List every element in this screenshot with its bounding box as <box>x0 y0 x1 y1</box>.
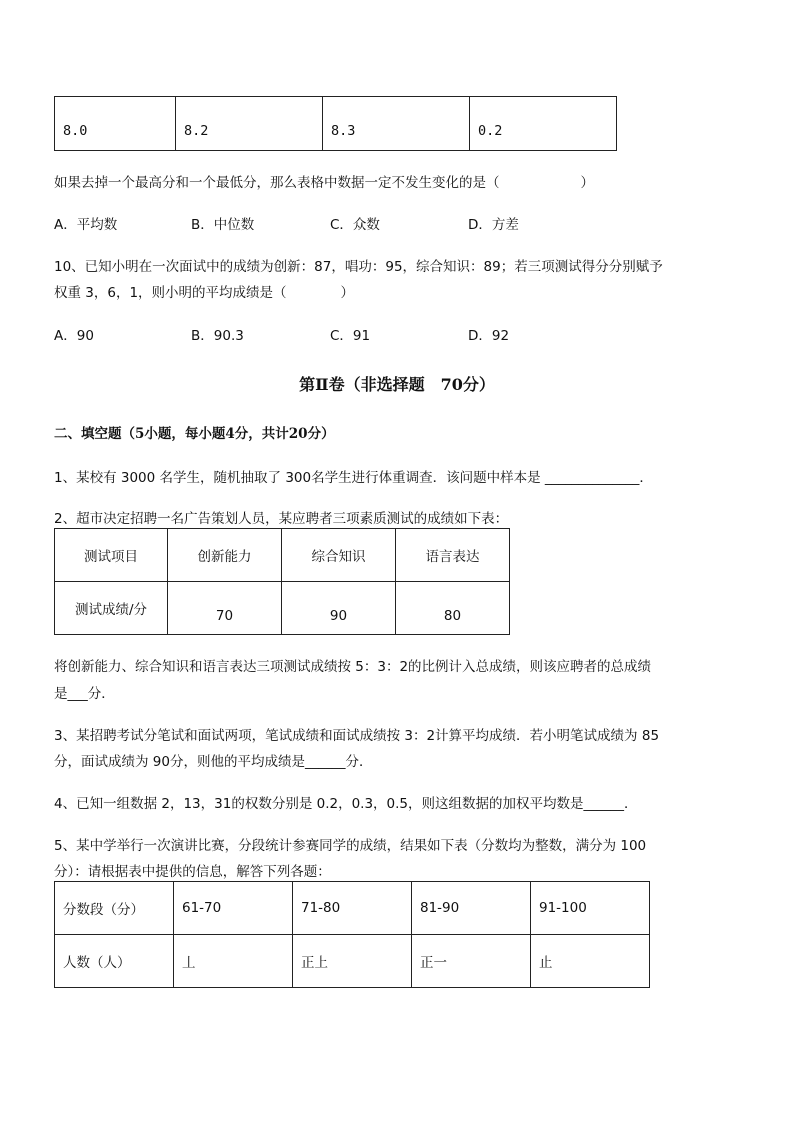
table-cell: 止 <box>531 935 650 988</box>
table-header-cell: 91-100 <box>531 882 650 935</box>
part2-title: 第Ⅱ卷（非选择题 70分） <box>299 375 495 394</box>
table-cell: 测试成绩/分 <box>55 582 168 635</box>
fill-q5-line2: 分）：请根据表中提供的信息，解答下列各题： <box>54 864 331 880</box>
fill-q2-stem: 2、超市决定招聘一名广告策划人员，某应聘者三项素质测试的成绩如下表： <box>54 511 509 527</box>
table-header-cell: 创新能力 <box>168 529 282 582</box>
table-cell: 正上 <box>293 935 412 988</box>
fill-q3-line1: 3、某招聘考试分笔试和面试两项，笔试成绩和面试成绩按 3：2计算平均成绩．若小明笔试成绩为 85 <box>54 728 660 744</box>
q9-option-a: A．平均数 <box>54 217 118 233</box>
q5-score-table <box>54 881 650 988</box>
q9-option-b: B．中位数 <box>191 217 255 233</box>
table-cell: 80 <box>396 582 510 635</box>
q10-stem-line1: 10、已知小明在一次面试中的成绩为创新：87，唱功：95，综合知识：89；若三项测试得分分别赋予 <box>54 259 663 275</box>
table-cell: 8.2 <box>176 97 323 151</box>
table-header-cell: 语言表达 <box>396 529 510 582</box>
q10-option-c: C．91 <box>330 328 371 344</box>
table-header-cell: 分数段（分） <box>55 882 174 935</box>
table-header-cell: 综合知识 <box>282 529 396 582</box>
table-cell: 90 <box>282 582 396 635</box>
q10-option-b: B．90.3 <box>191 328 244 344</box>
table-cell: 8.0 <box>55 97 176 151</box>
fill-q5-line1: 5、某中学举行一次演讲比赛，分段统计参赛同学的成绩，结果如下表（分数均为整数，满分为 100 <box>54 838 647 854</box>
q10-option-d: D．92 <box>468 328 510 344</box>
q9-option-d: D．方差 <box>468 217 519 233</box>
fill-q2-text-line1: 将创新能力、综合知识和语言表达三项测试成绩按 5：3：2的比例计入总成绩，则该应聘者的总成绩 <box>54 659 652 675</box>
fill-q2-text-line2: 是___分． <box>54 686 115 702</box>
table-cell: 8.3 <box>323 97 470 151</box>
q9-option-c: C．众数 <box>330 217 380 233</box>
section2-title: 二、填空题（5小题，每小题4分，共计20分） <box>54 426 335 442</box>
fill-q1: 1、某校有 3000 名学生，随机抽取了 300名学生进行体重调查．该问题中样本是 ______________． <box>54 470 653 486</box>
table-header-cell: 71-80 <box>293 882 412 935</box>
top-score-table <box>54 96 617 151</box>
table-cell: 70 <box>168 582 282 635</box>
fill-q4: 4、已知一组数据 2，13，31的权数分别是 0.2，0.3，0.5，则这组数据的加权平均数是______． <box>54 796 638 812</box>
table-cell: 人数（人） <box>55 935 174 988</box>
table-header-cell: 61-70 <box>174 882 293 935</box>
table-header-cell: 81-90 <box>412 882 531 935</box>
table-header-cell: 测试项目 <box>55 529 168 582</box>
table-cell: 丄 <box>174 935 293 988</box>
table-cell: 0.2 <box>470 97 617 151</box>
q10-stem-line2: 权重 3，6，1，则小明的平均成绩是（ ） <box>54 285 355 301</box>
fill-q3-line2: 分，面试成绩为 90分，则他的平均成绩是______分． <box>54 754 373 770</box>
table-cell: 正一 <box>412 935 531 988</box>
q2-score-table <box>54 528 510 635</box>
q9-stem: 如果去掉一个最高分和一个最低分，那么表格中数据一定不发生变化的是（ ） <box>54 175 594 191</box>
q10-option-a: A．90 <box>54 328 94 344</box>
